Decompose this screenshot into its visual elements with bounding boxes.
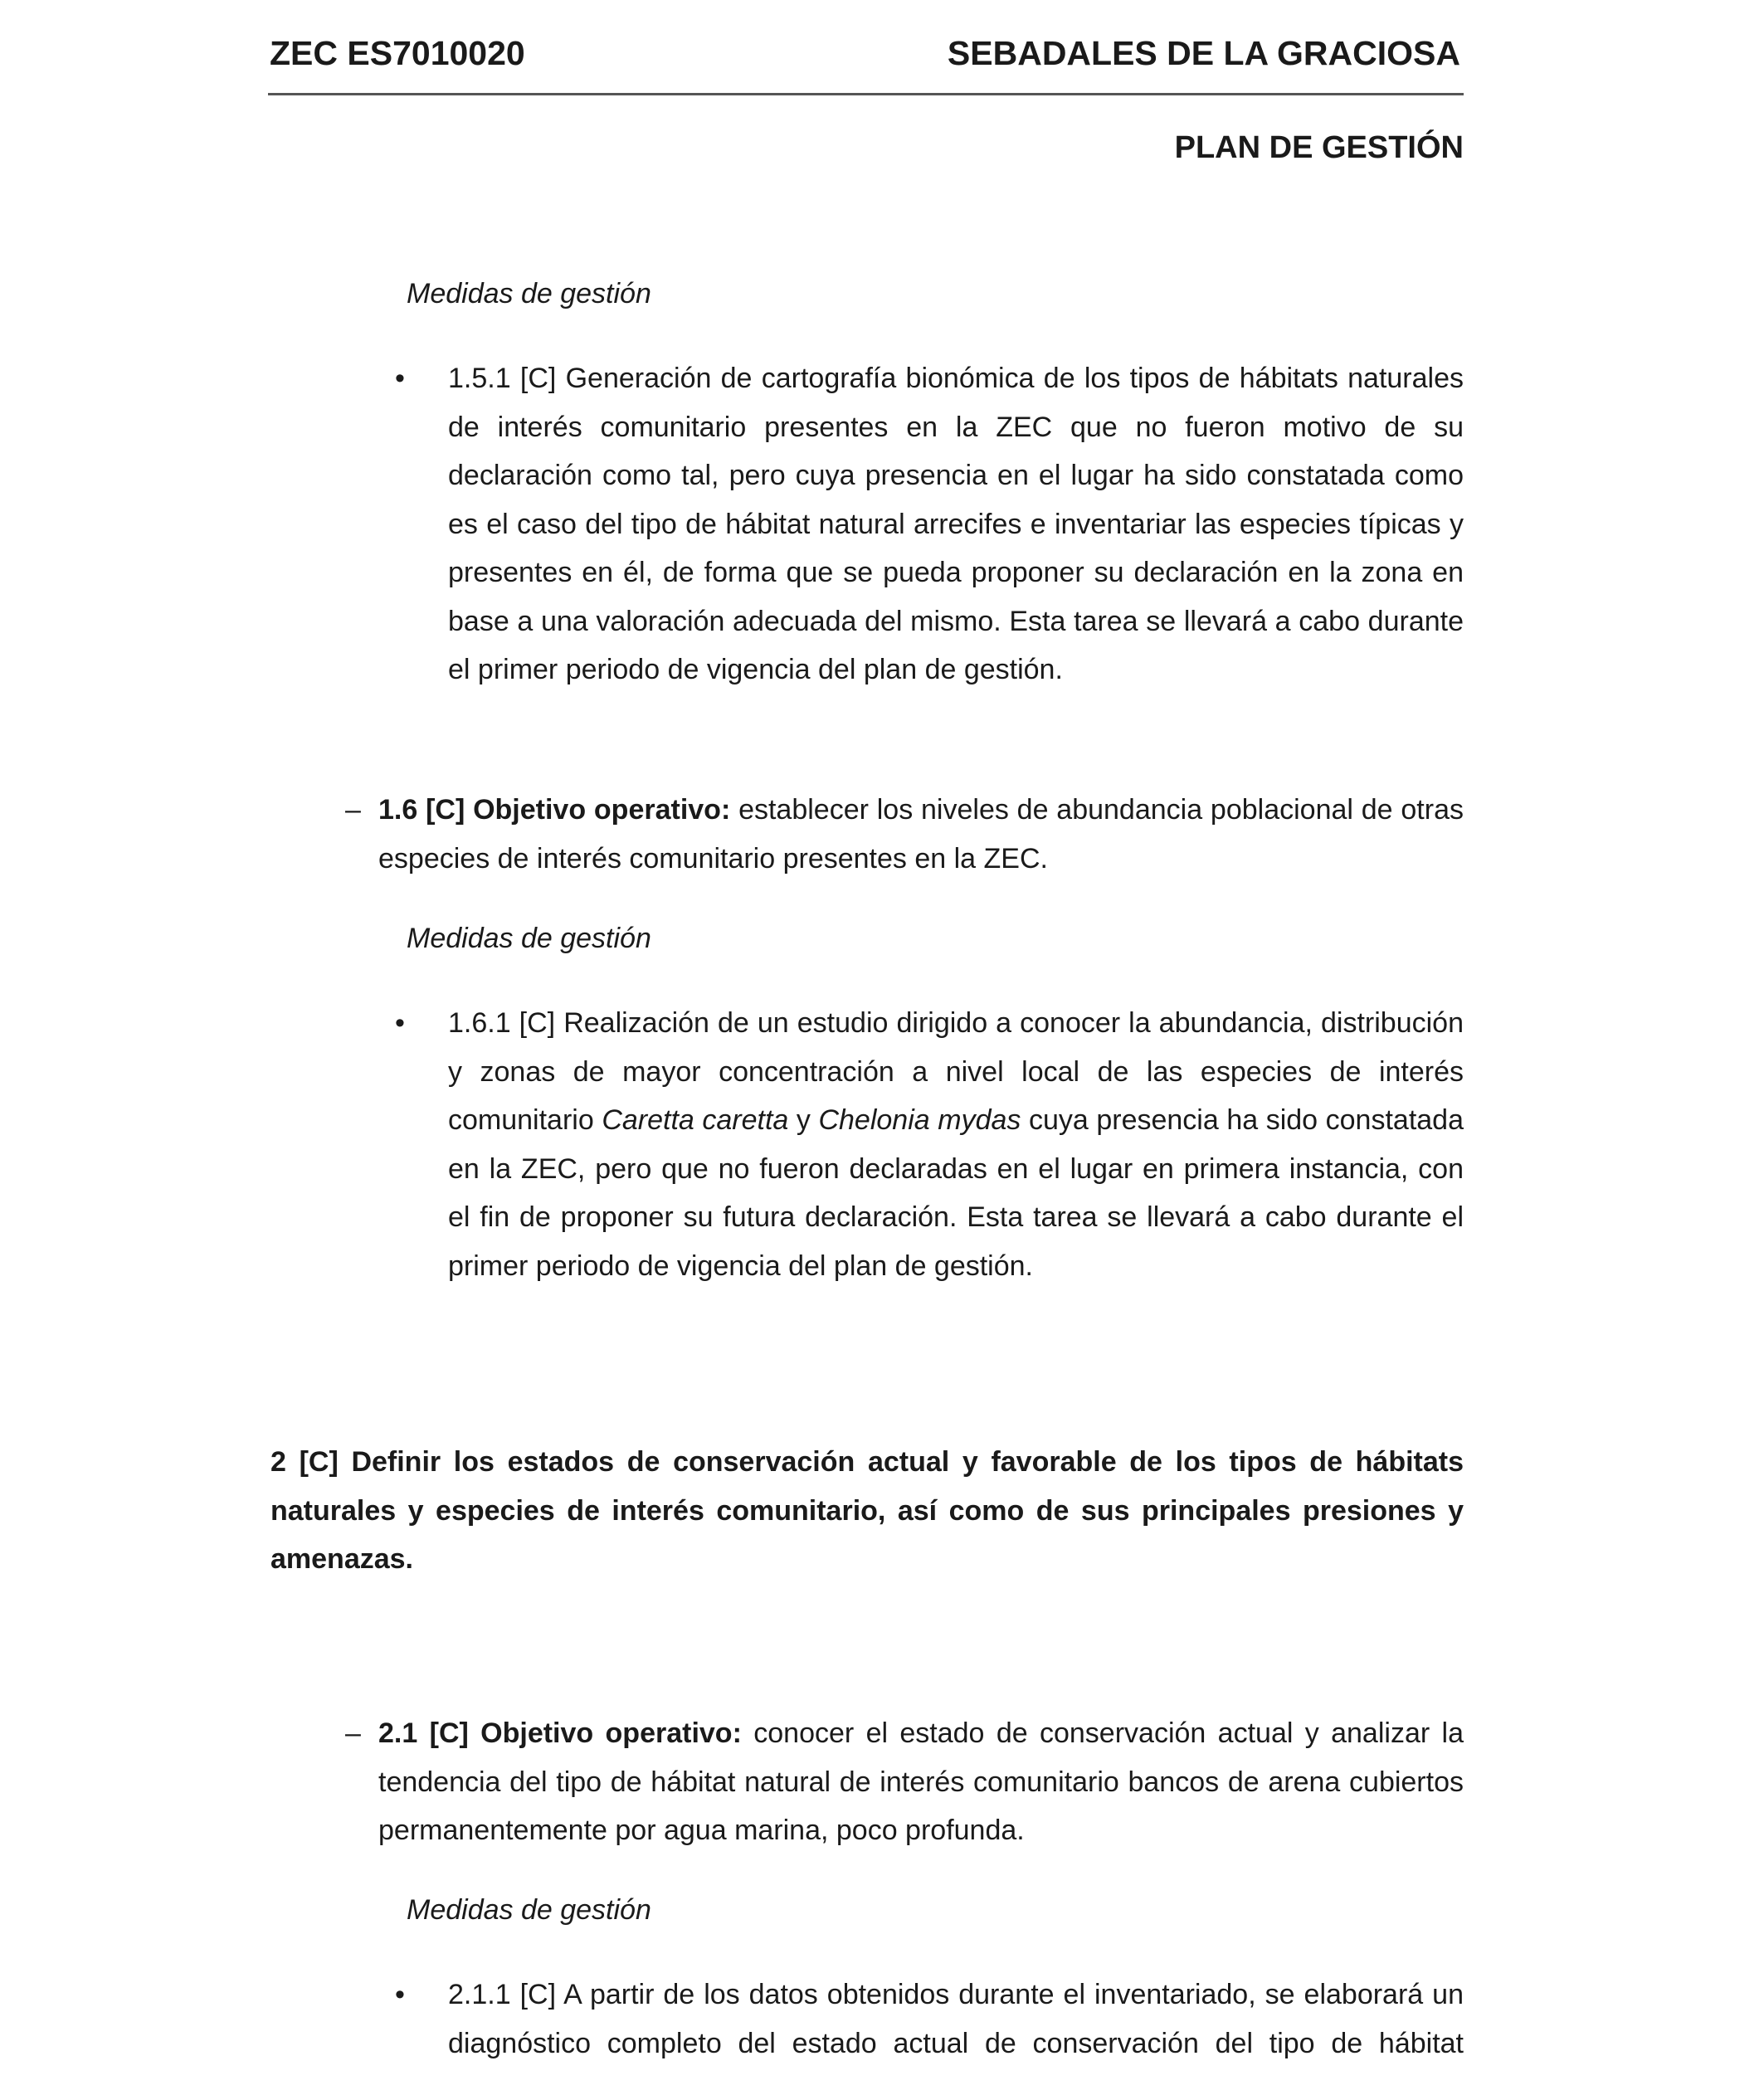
objective-2-heading: 2 [C] Definir los estados de conservación actual y favorable de los tipos de hábitats naturales y especies de interés comunitario, así como de sus principales presiones y amenazas. bbox=[270, 1446, 1464, 1575]
bullet-marker: • bbox=[395, 1007, 405, 1039]
measure-1-6-1 bbox=[448, 999, 1464, 1290]
bullet-marker: • bbox=[395, 363, 405, 394]
objective-label: 1.6 [C] Objetivo operativo: bbox=[378, 794, 731, 826]
document-title: PLAN DE GESTIÓN bbox=[1174, 130, 1464, 165]
measure-text: y bbox=[788, 1104, 819, 1136]
species-name: Chelonia mydas bbox=[818, 1104, 1021, 1136]
measure-2-1-1: 2.1.1 [C] A partir de los datos obtenidos durante el inventariado, se elaborará un diagnóstico completo del estado actual de conservación del tipo de hábitat bbox=[448, 1979, 1464, 2059]
objective-label: 2.1 [C] Objetivo operativo: bbox=[378, 1717, 742, 1749]
medidas-heading: Medidas de gestión bbox=[407, 1894, 651, 1926]
medidas-heading: Medidas de gestión bbox=[407, 923, 651, 954]
objective-text: conocer el estado de conservación actual y analizar la tendencia del tipo de hábitat natural de interés comunitario bancos de arena cubiertos permanentemente por agua marina, poco profunda. bbox=[378, 1717, 1464, 1846]
dash-marker: – bbox=[345, 794, 361, 826]
species-name: Caretta caretta bbox=[602, 1104, 789, 1136]
measure-text: 1.6.1 [C] Realización de un estudio dirigido a conocer la abundancia, distribución y zonas de mayor concentración a nivel local de las especies de interés comunitario bbox=[448, 1007, 1464, 1136]
objective-2-1 bbox=[378, 1709, 1464, 1855]
objective-1-6 bbox=[378, 786, 1464, 883]
page-header bbox=[268, 33, 1464, 95]
measure-text: cuya presencia ha sido constatada en la ZEC, pero que no fueron declaradas en el lugar en primera instancia, con el fin de proponer su futura declaración. Esta tarea se llevará a cabo durante el primer periodo de vigencia del plan de gestión. bbox=[448, 1104, 1464, 1282]
dash-marker: – bbox=[345, 1717, 361, 1749]
bullet-marker: • bbox=[395, 1979, 405, 2010]
site-name: SEBADALES DE LA GRACIOSA bbox=[947, 34, 1460, 72]
medidas-heading: Medidas de gestión bbox=[407, 278, 651, 309]
objective-text: establecer los niveles de abundancia poblacional de otras especies de interés comunitario presentes en la ZEC. bbox=[378, 794, 1464, 874]
measure-1-5-1: 1.5.1 [C] Generación de cartografía bionómica de los tipos de hábitats naturales de interés comunitario presentes en la ZEC que no fueron motivo de su declaración como tal, pero cuya presencia en el lugar ha sido constatada como es el caso del tipo de hábitat natural arrecifes e inventariar las especies típicas y presentes en él, de forma que se pueda proponer su declaración en la zona en base a una valoración adecuada del mismo. Esta tarea se llevará a cabo durante el primer periodo de vigencia del plan de gestión. bbox=[448, 363, 1464, 685]
site-code: ZEC ES7010020 bbox=[270, 34, 525, 72]
